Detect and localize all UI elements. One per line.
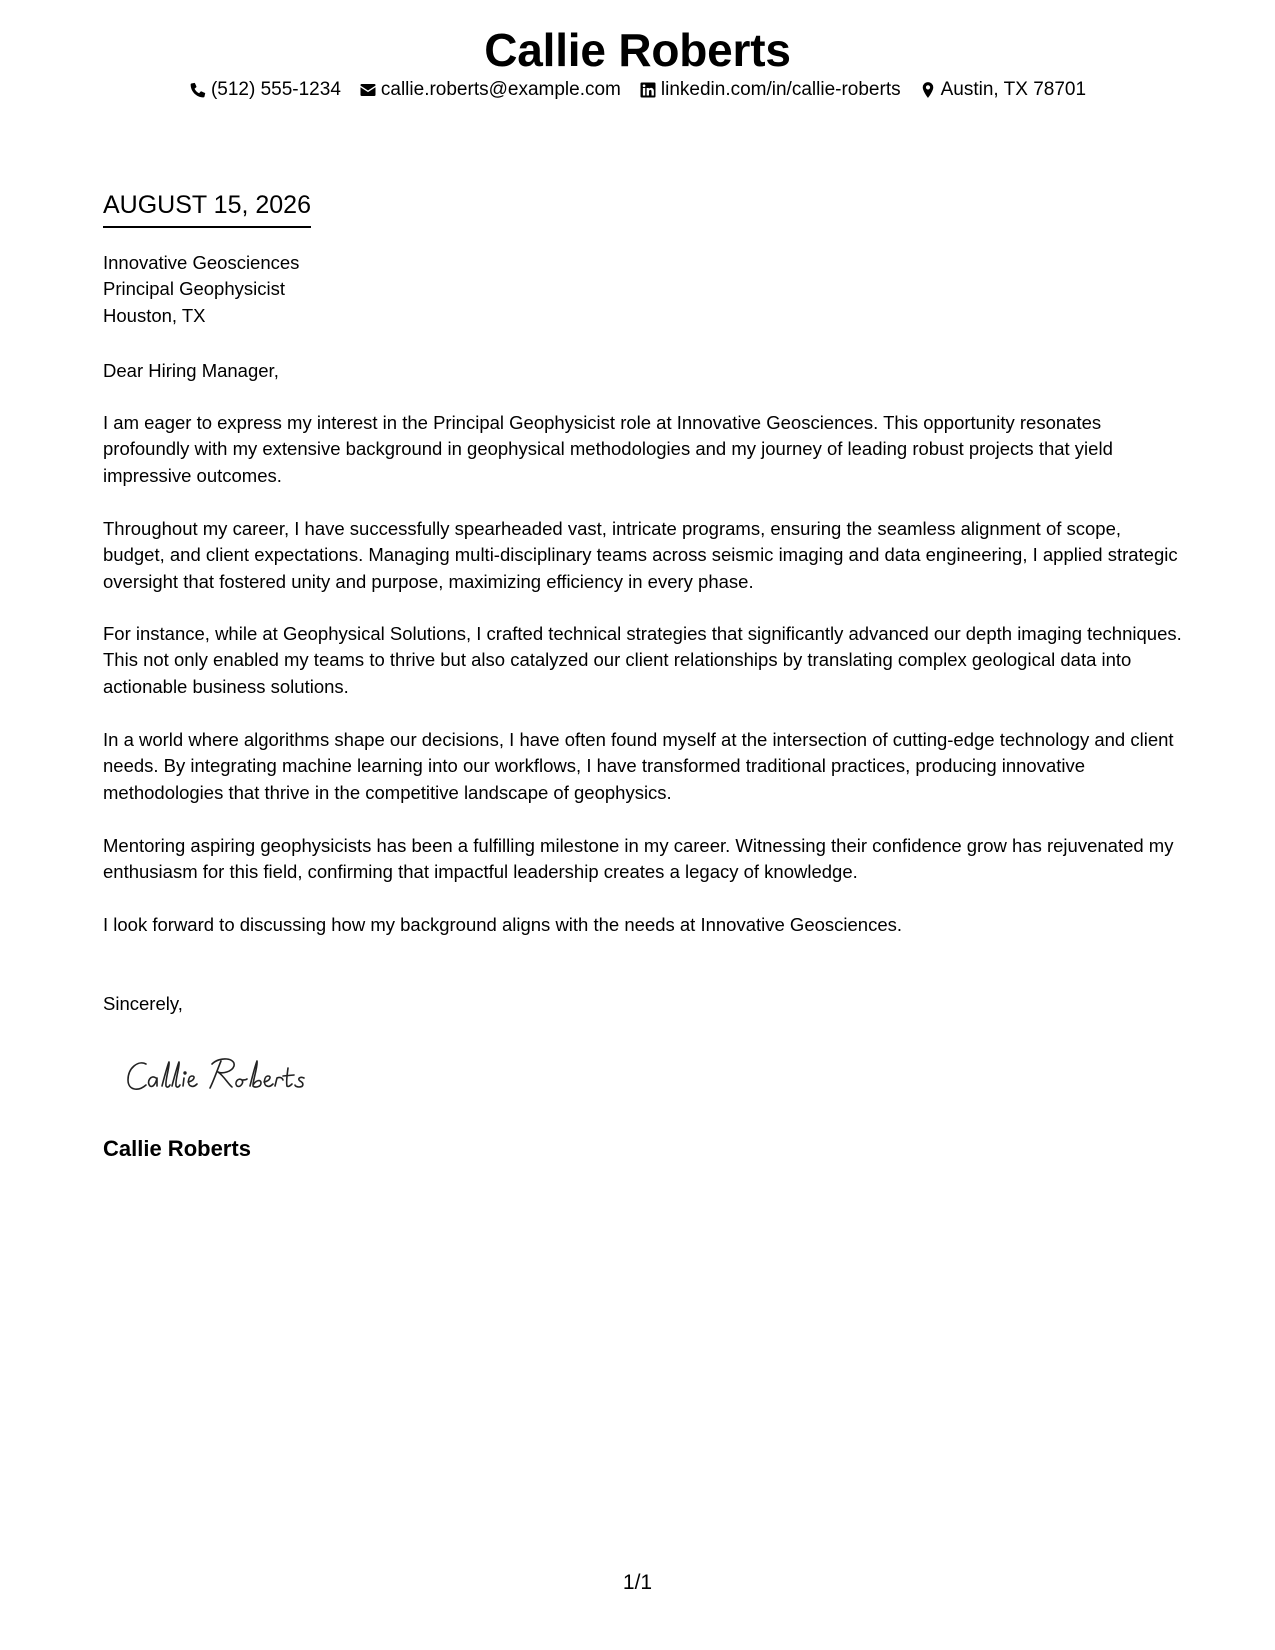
phone-icon — [189, 81, 207, 99]
body-paragraph-text: Mentoring aspiring geophysicists has been a fulfilling milestone in my career. Witnessing their confidence grow has rejuvenated my enthusiasm for this field, confirming that impactful leadership creates a legacy of knowledge. — [103, 835, 1174, 883]
body-paragraph — [103, 516, 1183, 595]
contact-linkedin — [639, 78, 901, 102]
contact-info — [0, 78, 1275, 102]
signature-text — [0, 0, 1, 1]
contact-email — [359, 78, 621, 102]
envelope-icon — [359, 81, 377, 99]
salutation: Dear Hiring Manager, — [103, 360, 279, 381]
map-marker-icon — [919, 81, 937, 99]
contact-linkedin-text: linkedin.com/in/callie-roberts — [660, 79, 901, 100]
linkedin-icon — [639, 81, 657, 99]
page-number: 1/1 — [622, 1571, 653, 1594]
body-paragraph-text: I am eager to express my interest in the Principal Geophysicist role at Innovative Geosciences. This opportunity resonates profoundly with my extensive background in geophysical methodologies and my journey of leading robust projects that yield impressive outcomes. — [103, 412, 1113, 486]
signed-name: Callie Roberts — [103, 1136, 251, 1161]
recipient-position: Principal Geophysicist — [103, 278, 285, 300]
body-paragraph — [103, 833, 1183, 886]
header-name: Callie Roberts — [484, 24, 791, 76]
body-paragraph — [103, 727, 1183, 806]
contact-location-text: Austin, TX 78701 — [940, 79, 1087, 100]
body-paragraph — [103, 912, 1183, 938]
body-paragraph-text: In a world where algorithms shape our decisions, I have often found myself at the intersection of cutting-edge technology and client needs. By integrating machine learning into our workflows, I have transformed traditional practices, producing innovative methodologies that thrive in the competitive landscape of geophysics. — [103, 729, 1174, 803]
contact-email-text: callie.roberts@example.com — [380, 79, 621, 100]
body-paragraph-text: For instance, while at Geophysical Solutions, I crafted technical strategies that significantly advanced our depth imaging techniques. This not only enabled my teams to thrive but also catalyzed our client relationships by translating complex geological data into actionable business solutions. — [103, 623, 1182, 697]
recipient-block — [103, 250, 1183, 329]
letter-date: AUGUST 15, 2026 — [103, 190, 311, 228]
contact-location — [919, 78, 1086, 102]
recipient-company: Innovative Geosciences — [103, 252, 300, 273]
signature-image — [124, 1050, 344, 1100]
recipient-location: Houston, TX — [103, 304, 206, 326]
body-paragraph-text: I look forward to discussing how my background aligns with the needs at Innovative Geosciences. — [103, 914, 903, 935]
contact-phone-text: (512) 555-1234 — [210, 79, 341, 100]
contact-phone — [189, 78, 341, 102]
body-paragraph-text: Throughout my career, I have successfully spearheaded vast, intricate programs, ensuring the seamless alignment of scope, budget, and client expectations. Managing multi-disciplinary teams across seismic imaging and data engineering, I applied strategic oversight that fostered unity and purpose, maximizing efficiency in every phase. — [103, 518, 1178, 592]
closing: Sincerely, — [103, 993, 183, 1014]
body-paragraph — [103, 621, 1183, 700]
body-paragraph — [103, 410, 1183, 489]
